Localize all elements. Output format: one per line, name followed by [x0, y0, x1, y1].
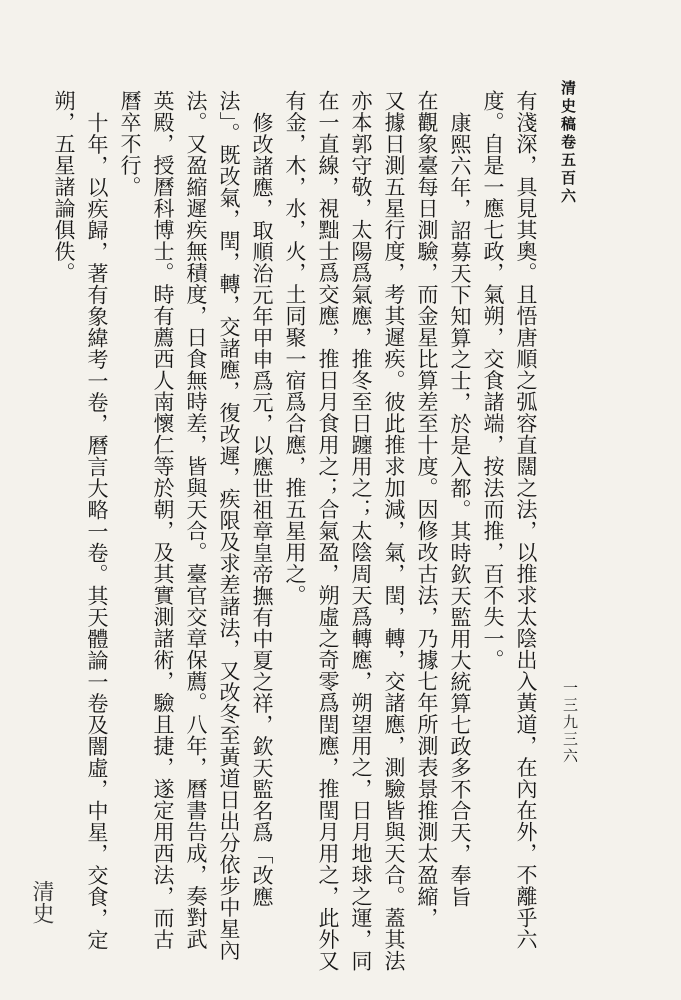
running-header-title: 清史稿卷五百六: [559, 80, 577, 206]
text-column: 十年，以疾歸，著有象緯考一卷，曆言大略一卷。其天體論一卷及闇虛，中星，交食，定: [85, 112, 109, 951]
text-column: 在觀象臺每日測驗，而金星比算差至十度。因修改古法，乃據七年所測表景推測太盈縮，: [415, 90, 439, 929]
text-column: 修改諸應，取順治元年甲申爲元，以應世祖章皇帝撫有中夏之祥，欽天監名爲「改應: [250, 112, 274, 908]
text-column: 法。又盈縮遲疾無積度，日食無時差，皆與天合。臺官交章保薦。八年，曆書告成，奏對武: [184, 90, 208, 950]
text-column: 法」。既改氣，閏，轉，交諸應，復改遲，疾限及求差諸法，又改冬至黃道日出分依步中星內: [217, 90, 241, 961]
page-number: 一三九三六: [561, 680, 579, 765]
text-column: 在一直線，視黜士爲交應，推日月食用之；合氣盈，朔虛之奇零爲閏應，推閏月用之，此外又: [316, 90, 340, 972]
text-column: 英殿，授曆科博士。時有薦西人南懷仁等於朝，及其實測諸術，驗且捷，遂定用西法，而古: [151, 90, 175, 950]
text-column: 度。自是一應七政，氣朔，交食諸端，按法而推，百不失一。: [481, 90, 505, 671]
text-column: 亦本郭守敬，太陽爲氣應，推冬至日躔用之；太陰周天爲轉應，朔望用之，日月地球之運，同: [349, 90, 373, 972]
text-column: 有淺深，具見其奧。且悟唐順之弧容直闊之法，以推求太陰出入黃道，在內在外，不離乎六: [514, 90, 538, 950]
text-column: 有金，木，水，火，土同聚一宿爲合應，推五星用之。: [283, 90, 307, 606]
text-column: 朔，五星諸論俱佚。: [52, 90, 76, 284]
footer-fragment: 清史: [29, 880, 54, 924]
text-column: 又據日測五星行度，考其遲疾。彼此推求加減，氣，閏，轉，交諸應，測驗皆與天合。蓋其法: [382, 90, 406, 972]
text-column: 康熙六年，詔募天下知算之士，於是入都。其時欽天監用大統算七政多不合天，奉旨: [448, 112, 472, 908]
text-column: 曆卒不行。: [118, 90, 142, 198]
